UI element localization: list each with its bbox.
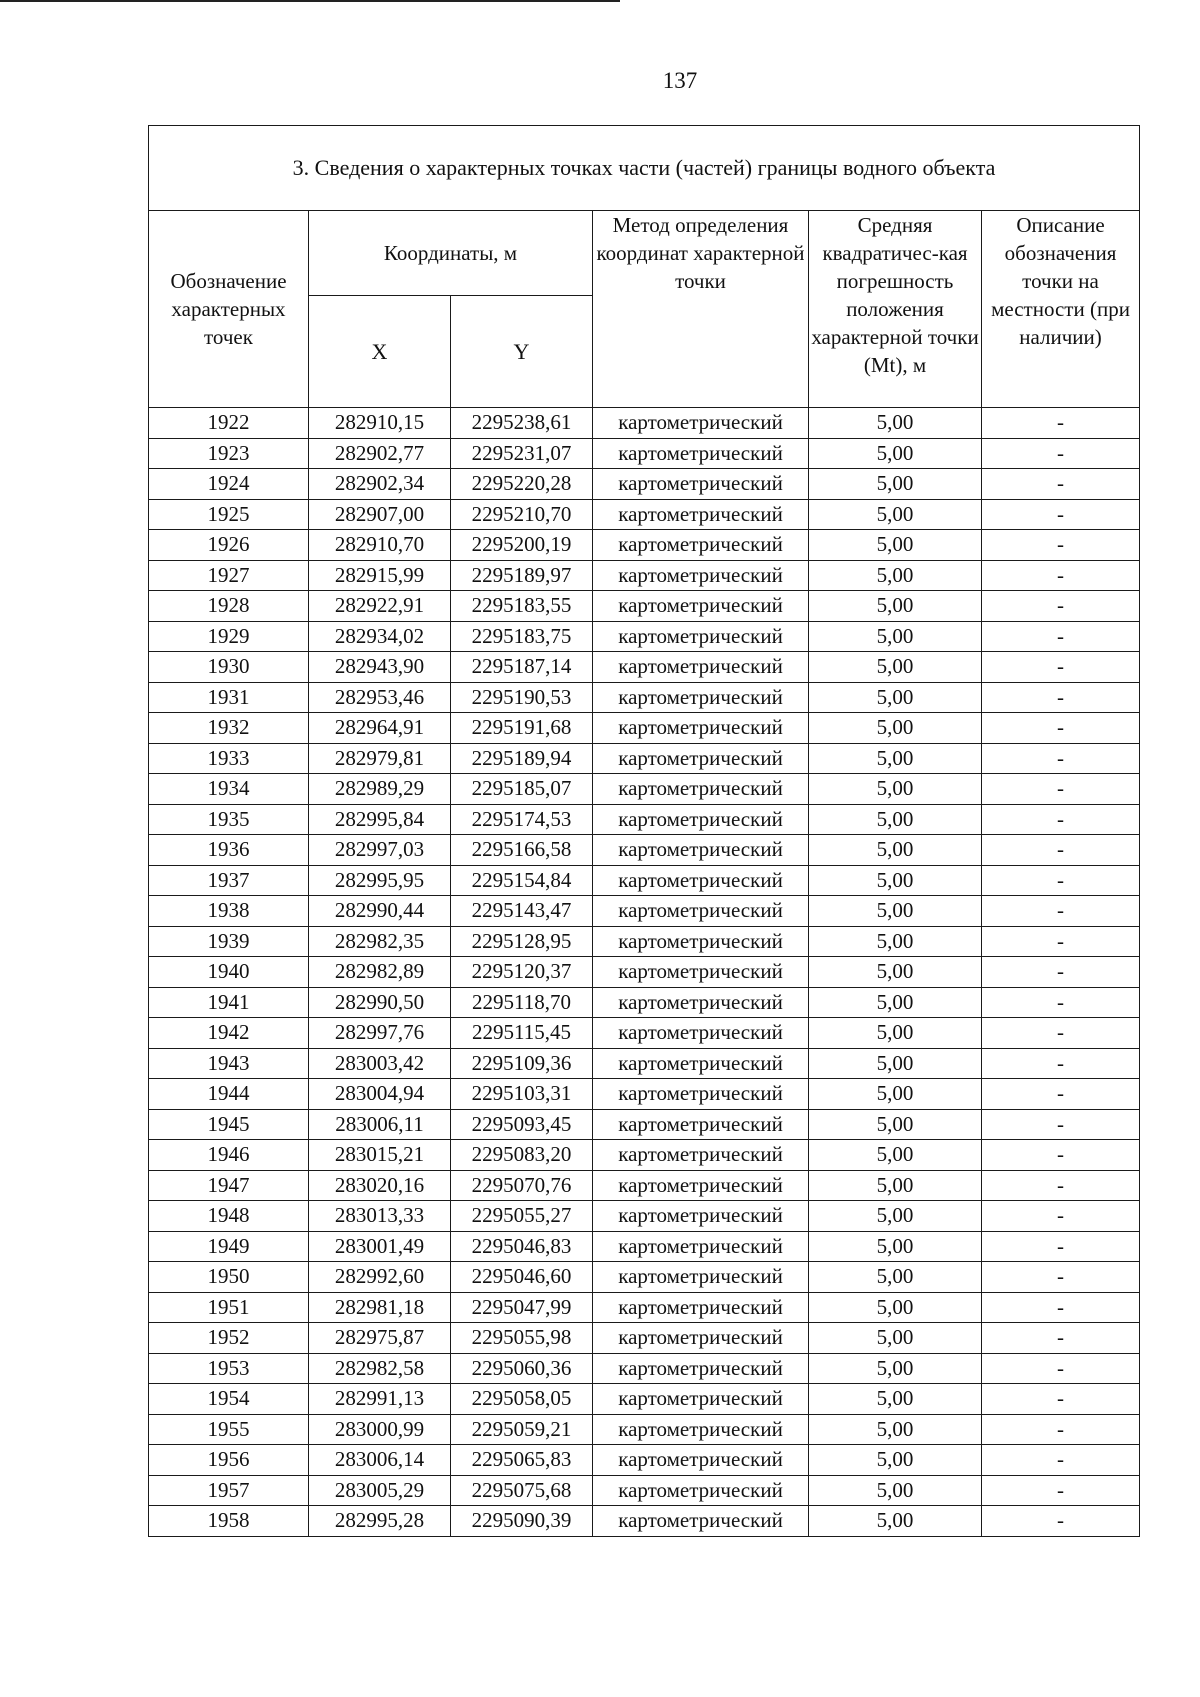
mean-error-cell: 5,00: [809, 1018, 982, 1049]
method-cell: картометрический: [593, 896, 809, 927]
description-cell: -: [982, 957, 1140, 988]
description-cell: -: [982, 1201, 1140, 1232]
mean-error-cell: 5,00: [809, 865, 982, 896]
method-cell: картометрический: [593, 1201, 809, 1232]
method-cell: картометрический: [593, 713, 809, 744]
point-number-cell: 1927: [149, 560, 309, 591]
method-cell: картометрический: [593, 835, 809, 866]
method-cell: картометрический: [593, 1414, 809, 1445]
y-coordinate-cell: 2295143,47: [451, 896, 593, 927]
table-row: [149, 438, 1140, 469]
mean-error-cell: 5,00: [809, 1384, 982, 1415]
boundary-points-table: [148, 125, 1140, 1537]
point-number-cell: 1940: [149, 957, 309, 988]
point-number-cell: 1924: [149, 469, 309, 500]
point-number-cell: 1930: [149, 652, 309, 683]
mean-error-cell: 5,00: [809, 1262, 982, 1293]
point-number-cell: 1957: [149, 1475, 309, 1506]
header-x: X: [309, 296, 451, 408]
table-row: [149, 804, 1140, 835]
x-coordinate-cell: 283015,21: [309, 1140, 451, 1171]
description-cell: -: [982, 896, 1140, 927]
method-cell: картометрический: [593, 682, 809, 713]
point-number-cell: 1954: [149, 1384, 309, 1415]
x-coordinate-cell: 283004,94: [309, 1079, 451, 1110]
mean-error-cell: 5,00: [809, 713, 982, 744]
mean-error-cell: 5,00: [809, 530, 982, 561]
method-cell: картометрический: [593, 1353, 809, 1384]
x-coordinate-cell: 282981,18: [309, 1292, 451, 1323]
x-coordinate-cell: 282982,35: [309, 926, 451, 957]
table-row: [149, 530, 1140, 561]
description-cell: -: [982, 926, 1140, 957]
table-header: [149, 126, 1140, 408]
point-number-cell: 1951: [149, 1292, 309, 1323]
mean-error-cell: 5,00: [809, 804, 982, 835]
y-coordinate-cell: 2295115,45: [451, 1018, 593, 1049]
x-coordinate-cell: 282989,29: [309, 774, 451, 805]
header-designation: Обозначение характерных точек: [149, 211, 309, 408]
table-body: [149, 408, 1140, 1537]
description-cell: -: [982, 591, 1140, 622]
description-cell: -: [982, 1475, 1140, 1506]
table-row: [149, 1506, 1140, 1537]
mean-error-cell: 5,00: [809, 1140, 982, 1171]
x-coordinate-cell: 282975,87: [309, 1323, 451, 1354]
description-cell: -: [982, 621, 1140, 652]
table-row: [149, 1231, 1140, 1262]
method-cell: картометрический: [593, 408, 809, 439]
mean-error-cell: 5,00: [809, 1475, 982, 1506]
header-coordinates: Координаты, м: [309, 211, 593, 296]
y-coordinate-cell: 2295075,68: [451, 1475, 593, 1506]
description-cell: -: [982, 1231, 1140, 1262]
table-row: [149, 774, 1140, 805]
x-coordinate-cell: 283013,33: [309, 1201, 451, 1232]
description-cell: -: [982, 1170, 1140, 1201]
y-coordinate-cell: 2295191,68: [451, 713, 593, 744]
method-cell: картометрический: [593, 469, 809, 500]
x-coordinate-cell: 282995,95: [309, 865, 451, 896]
table-row: [149, 682, 1140, 713]
table-row: [149, 1018, 1140, 1049]
table-row: [149, 1201, 1140, 1232]
mean-error-cell: 5,00: [809, 896, 982, 927]
y-coordinate-cell: 2295231,07: [451, 438, 593, 469]
x-coordinate-cell: 282934,02: [309, 621, 451, 652]
point-number-cell: 1941: [149, 987, 309, 1018]
description-cell: -: [982, 1292, 1140, 1323]
method-cell: картометрический: [593, 1109, 809, 1140]
mean-error-cell: 5,00: [809, 1445, 982, 1476]
mean-error-cell: 5,00: [809, 987, 982, 1018]
table-row: [149, 408, 1140, 439]
table-row: [149, 1445, 1140, 1476]
y-coordinate-cell: 2295220,28: [451, 469, 593, 500]
y-coordinate-cell: 2295055,98: [451, 1323, 593, 1354]
table-row: [149, 896, 1140, 927]
y-coordinate-cell: 2295183,75: [451, 621, 593, 652]
y-coordinate-cell: 2295065,83: [451, 1445, 593, 1476]
point-number-cell: 1939: [149, 926, 309, 957]
y-coordinate-cell: 2295185,07: [451, 774, 593, 805]
x-coordinate-cell: 282922,91: [309, 591, 451, 622]
point-number-cell: 1946: [149, 1140, 309, 1171]
method-cell: картометрический: [593, 987, 809, 1018]
mean-error-cell: 5,00: [809, 1048, 982, 1079]
x-coordinate-cell: 283006,11: [309, 1109, 451, 1140]
description-cell: -: [982, 1445, 1140, 1476]
y-coordinate-cell: 2295174,53: [451, 804, 593, 835]
mean-error-cell: 5,00: [809, 408, 982, 439]
table-row: [149, 926, 1140, 957]
table-row: [149, 743, 1140, 774]
method-cell: картометрический: [593, 652, 809, 683]
x-coordinate-cell: 283003,42: [309, 1048, 451, 1079]
point-number-cell: 1925: [149, 499, 309, 530]
method-cell: картометрический: [593, 1475, 809, 1506]
table-row: [149, 1170, 1140, 1201]
point-number-cell: 1931: [149, 682, 309, 713]
mean-error-cell: 5,00: [809, 1201, 982, 1232]
y-coordinate-cell: 2295046,83: [451, 1231, 593, 1262]
point-number-cell: 1929: [149, 621, 309, 652]
method-cell: картометрический: [593, 1170, 809, 1201]
table-row: [149, 1475, 1140, 1506]
y-coordinate-cell: 2295083,20: [451, 1140, 593, 1171]
description-cell: -: [982, 499, 1140, 530]
method-cell: картометрический: [593, 591, 809, 622]
x-coordinate-cell: 283000,99: [309, 1414, 451, 1445]
mean-error-cell: 5,00: [809, 621, 982, 652]
method-cell: картометрический: [593, 1384, 809, 1415]
point-number-cell: 1923: [149, 438, 309, 469]
x-coordinate-cell: 282982,89: [309, 957, 451, 988]
point-number-cell: 1948: [149, 1201, 309, 1232]
y-coordinate-cell: 2295060,36: [451, 1353, 593, 1384]
table-row: [149, 560, 1140, 591]
x-coordinate-cell: 282902,77: [309, 438, 451, 469]
method-cell: картометрический: [593, 1079, 809, 1110]
table-row: [149, 1140, 1140, 1171]
table-row: [149, 652, 1140, 683]
table-row: [149, 957, 1140, 988]
y-coordinate-cell: 2295154,84: [451, 865, 593, 896]
x-coordinate-cell: 282997,76: [309, 1018, 451, 1049]
description-cell: -: [982, 438, 1140, 469]
point-number-cell: 1953: [149, 1353, 309, 1384]
table-row: [149, 1414, 1140, 1445]
table-row: [149, 713, 1140, 744]
point-number-cell: 1936: [149, 835, 309, 866]
page-number: 137: [662, 68, 698, 93]
mean-error-cell: 5,00: [809, 1109, 982, 1140]
table-row: [149, 1262, 1140, 1293]
x-coordinate-cell: 282953,46: [309, 682, 451, 713]
method-cell: картометрический: [593, 438, 809, 469]
y-coordinate-cell: 2295120,37: [451, 957, 593, 988]
table-row: [149, 1353, 1140, 1384]
y-coordinate-cell: 2295200,19: [451, 530, 593, 561]
point-number-cell: 1928: [149, 591, 309, 622]
method-cell: картометрический: [593, 1292, 809, 1323]
point-number-cell: 1947: [149, 1170, 309, 1201]
method-cell: картометрический: [593, 1506, 809, 1537]
method-cell: картометрический: [593, 1445, 809, 1476]
table-row: [149, 1292, 1140, 1323]
table-row: [149, 1109, 1140, 1140]
mean-error-cell: 5,00: [809, 591, 982, 622]
mean-error-cell: 5,00: [809, 774, 982, 805]
mean-error-cell: 5,00: [809, 499, 982, 530]
description-cell: -: [982, 1048, 1140, 1079]
method-cell: картометрический: [593, 865, 809, 896]
x-coordinate-cell: 282995,84: [309, 804, 451, 835]
mean-error-cell: 5,00: [809, 835, 982, 866]
description-cell: -: [982, 1140, 1140, 1171]
y-coordinate-cell: 2295059,21: [451, 1414, 593, 1445]
y-coordinate-cell: 2295070,76: [451, 1170, 593, 1201]
x-coordinate-cell: 282907,00: [309, 499, 451, 530]
method-cell: картометрический: [593, 621, 809, 652]
table-row: [149, 499, 1140, 530]
mean-error-cell: 5,00: [809, 1323, 982, 1354]
mean-error-cell: 5,00: [809, 1353, 982, 1384]
description-cell: -: [982, 1506, 1140, 1537]
x-coordinate-cell: 283005,29: [309, 1475, 451, 1506]
description-cell: -: [982, 1384, 1140, 1415]
x-coordinate-cell: 282982,58: [309, 1353, 451, 1384]
x-coordinate-cell: 282915,99: [309, 560, 451, 591]
x-coordinate-cell: 282990,50: [309, 987, 451, 1018]
y-coordinate-cell: 2295190,53: [451, 682, 593, 713]
point-number-cell: 1926: [149, 530, 309, 561]
method-cell: картометрический: [593, 1262, 809, 1293]
x-coordinate-cell: 282995,28: [309, 1506, 451, 1537]
table-row: [149, 1079, 1140, 1110]
table-row: [149, 469, 1140, 500]
header-description: Описание обозначения точки на местности (при наличии): [982, 211, 1140, 408]
y-coordinate-cell: 2295090,39: [451, 1506, 593, 1537]
mean-error-cell: 5,00: [809, 438, 982, 469]
description-cell: -: [982, 835, 1140, 866]
method-cell: картометрический: [593, 1140, 809, 1171]
y-coordinate-cell: 2295118,70: [451, 987, 593, 1018]
mean-error-cell: 5,00: [809, 469, 982, 500]
description-cell: -: [982, 804, 1140, 835]
point-number-cell: 1938: [149, 896, 309, 927]
method-cell: картометрический: [593, 957, 809, 988]
table-row: [149, 1384, 1140, 1415]
mean-error-cell: 5,00: [809, 743, 982, 774]
y-coordinate-cell: 2295058,05: [451, 1384, 593, 1415]
header-method: Метод определения координат характерной точки: [593, 211, 809, 408]
y-coordinate-cell: 2295128,95: [451, 926, 593, 957]
mean-error-cell: 5,00: [809, 926, 982, 957]
table-row: [149, 621, 1140, 652]
table-row: [149, 591, 1140, 622]
point-number-cell: 1943: [149, 1048, 309, 1079]
method-cell: картометрический: [593, 1048, 809, 1079]
point-number-cell: 1949: [149, 1231, 309, 1262]
mean-error-cell: 5,00: [809, 1170, 982, 1201]
scan-top-rule: [0, 0, 620, 2]
description-cell: -: [982, 560, 1140, 591]
description-cell: -: [982, 987, 1140, 1018]
table-row: [149, 987, 1140, 1018]
x-coordinate-cell: 282964,91: [309, 713, 451, 744]
y-coordinate-cell: 2295238,61: [451, 408, 593, 439]
method-cell: картометрический: [593, 926, 809, 957]
x-coordinate-cell: 282943,90: [309, 652, 451, 683]
header-mean-error: Средняя квадратичес-кая погрешность положения характерной точки (Mt), м: [809, 211, 982, 408]
point-number-cell: 1932: [149, 713, 309, 744]
x-coordinate-cell: 282910,70: [309, 530, 451, 561]
description-cell: -: [982, 1323, 1140, 1354]
x-coordinate-cell: 283020,16: [309, 1170, 451, 1201]
x-coordinate-cell: 282997,03: [309, 835, 451, 866]
mean-error-cell: 5,00: [809, 1231, 982, 1262]
point-number-cell: 1934: [149, 774, 309, 805]
method-cell: картометрический: [593, 530, 809, 561]
x-coordinate-cell: 283006,14: [309, 1445, 451, 1476]
method-cell: картометрический: [593, 1323, 809, 1354]
description-cell: -: [982, 469, 1140, 500]
description-cell: -: [982, 1414, 1140, 1445]
y-coordinate-cell: 2295183,55: [451, 591, 593, 622]
x-coordinate-cell: 282910,15: [309, 408, 451, 439]
x-coordinate-cell: 282902,34: [309, 469, 451, 500]
method-cell: картометрический: [593, 804, 809, 835]
mean-error-cell: 5,00: [809, 1506, 982, 1537]
method-cell: картометрический: [593, 560, 809, 591]
point-number-cell: 1950: [149, 1262, 309, 1293]
point-number-cell: 1958: [149, 1506, 309, 1537]
description-cell: -: [982, 1079, 1140, 1110]
description-cell: -: [982, 865, 1140, 896]
method-cell: картометрический: [593, 743, 809, 774]
point-number-cell: 1956: [149, 1445, 309, 1476]
x-coordinate-cell: 282992,60: [309, 1262, 451, 1293]
x-coordinate-cell: 282990,44: [309, 896, 451, 927]
mean-error-cell: 5,00: [809, 560, 982, 591]
point-number-cell: 1952: [149, 1323, 309, 1354]
x-coordinate-cell: 282991,13: [309, 1384, 451, 1415]
method-cell: картометрический: [593, 1018, 809, 1049]
mean-error-cell: 5,00: [809, 682, 982, 713]
description-cell: -: [982, 774, 1140, 805]
x-coordinate-cell: 283001,49: [309, 1231, 451, 1262]
y-coordinate-cell: 2295046,60: [451, 1262, 593, 1293]
table-row: [149, 865, 1140, 896]
point-number-cell: 1933: [149, 743, 309, 774]
description-cell: -: [982, 1109, 1140, 1140]
y-coordinate-cell: 2295093,45: [451, 1109, 593, 1140]
table-row: [149, 835, 1140, 866]
mean-error-cell: 5,00: [809, 1414, 982, 1445]
point-number-cell: 1942: [149, 1018, 309, 1049]
method-cell: картометрический: [593, 1231, 809, 1262]
y-coordinate-cell: 2295189,97: [451, 560, 593, 591]
description-cell: -: [982, 743, 1140, 774]
y-coordinate-cell: 2295189,94: [451, 743, 593, 774]
y-coordinate-cell: 2295187,14: [451, 652, 593, 683]
description-cell: -: [982, 652, 1140, 683]
y-coordinate-cell: 2295047,99: [451, 1292, 593, 1323]
description-cell: -: [982, 713, 1140, 744]
y-coordinate-cell: 2295166,58: [451, 835, 593, 866]
description-cell: -: [982, 1353, 1140, 1384]
point-number-cell: 1955: [149, 1414, 309, 1445]
description-cell: -: [982, 1018, 1140, 1049]
method-cell: картометрический: [593, 774, 809, 805]
table-title: 3. Сведения о характерных точках части (частей) границы водного объекта: [149, 126, 1140, 211]
method-cell: картометрический: [593, 499, 809, 530]
y-coordinate-cell: 2295210,70: [451, 499, 593, 530]
table-row: [149, 1048, 1140, 1079]
description-cell: -: [982, 530, 1140, 561]
header-y: Y: [451, 296, 593, 408]
y-coordinate-cell: 2295055,27: [451, 1201, 593, 1232]
x-coordinate-cell: 282979,81: [309, 743, 451, 774]
table-row: [149, 1323, 1140, 1354]
point-number-cell: 1945: [149, 1109, 309, 1140]
point-number-cell: 1922: [149, 408, 309, 439]
y-coordinate-cell: 2295109,36: [451, 1048, 593, 1079]
point-number-cell: 1937: [149, 865, 309, 896]
mean-error-cell: 5,00: [809, 652, 982, 683]
description-cell: -: [982, 1262, 1140, 1293]
description-cell: -: [982, 408, 1140, 439]
description-cell: -: [982, 682, 1140, 713]
point-number-cell: 1944: [149, 1079, 309, 1110]
y-coordinate-cell: 2295103,31: [451, 1079, 593, 1110]
mean-error-cell: 5,00: [809, 1079, 982, 1110]
mean-error-cell: 5,00: [809, 957, 982, 988]
mean-error-cell: 5,00: [809, 1292, 982, 1323]
point-number-cell: 1935: [149, 804, 309, 835]
